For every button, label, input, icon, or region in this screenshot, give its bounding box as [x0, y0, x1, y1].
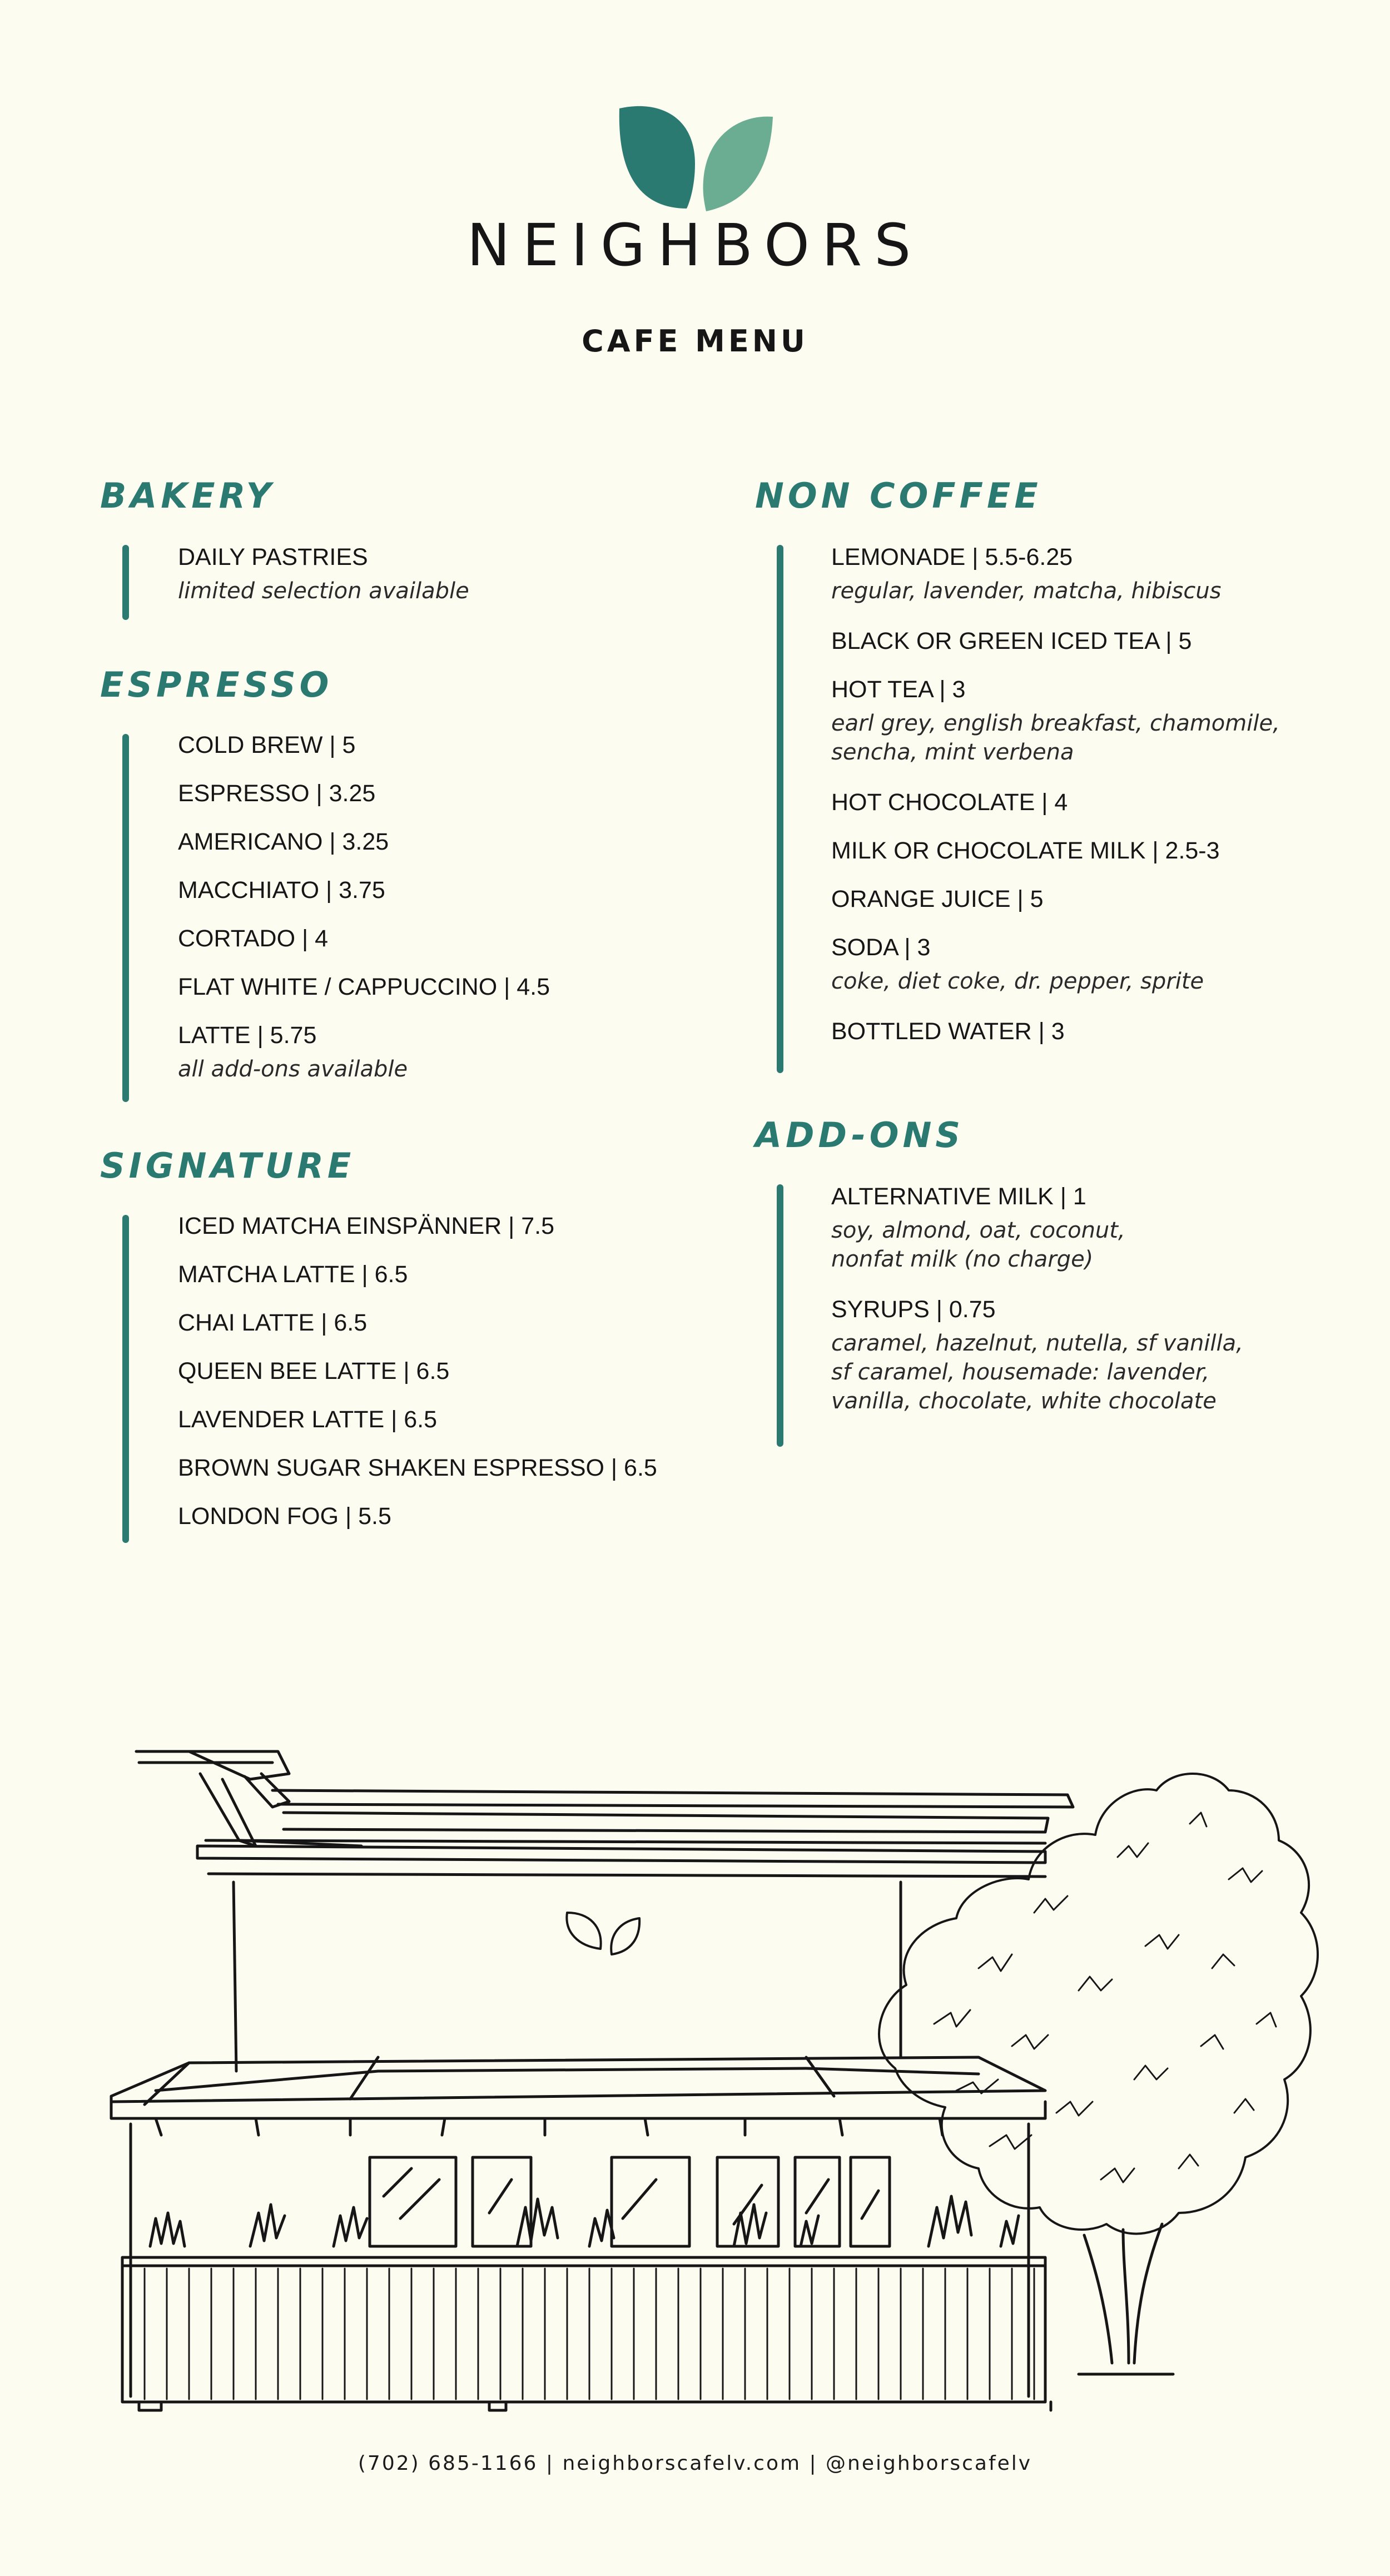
menu-item: [831, 542, 1387, 605]
item-name: ESPRESSO | 3.25: [178, 780, 376, 807]
item-name: DAILY PASTRIES: [178, 544, 368, 570]
section-accent-bar: [777, 1184, 783, 1447]
item-name: ALTERNATIVE MILK | 1: [831, 1183, 1086, 1210]
menu-item: [831, 884, 1387, 914]
section-accent-bar: [122, 734, 129, 1102]
menu-item: [178, 875, 734, 905]
item-name: COLD BREW | 5: [178, 732, 356, 758]
item-name: BOTTLED WATER | 3: [831, 1018, 1065, 1045]
item-name: FLAT WHITE / CAPPUCCINO | 4.5: [178, 974, 550, 1000]
item-name: BROWN SUGAR SHAKEN ESPRESSO | 6.5: [178, 1455, 657, 1481]
menu-item: [178, 1404, 734, 1435]
section-items-espresso: [178, 730, 734, 1104]
brand-name: NEIGHBORS: [466, 211, 924, 279]
menu-item: [178, 1020, 734, 1084]
section-items-bakery: [178, 542, 734, 626]
section-title-espresso: ESPRESSO: [100, 664, 333, 705]
item-description: coke, diet coke, dr. pepper, sprite: [831, 969, 1204, 994]
item-name: LONDON FOG | 5.5: [178, 1503, 391, 1530]
item-name: LATTE | 5.75: [178, 1022, 317, 1049]
section-accent-bar: [122, 545, 129, 620]
item-description: all add-ons available: [178, 1056, 408, 1082]
menu-item: [831, 836, 1387, 866]
item-name: MILK OR CHOCOLATE MILK | 2.5-3: [831, 837, 1220, 864]
item-name: CORTADO | 4: [178, 925, 329, 952]
section-title-add-ons: ADD-ONS: [755, 1115, 965, 1155]
menu-item: [178, 1211, 734, 1241]
item-description: earl grey, english breakfast, chamomile, sencha, mint verbena: [831, 711, 1280, 765]
menu-item: [178, 1356, 734, 1386]
item-name: SYRUPS | 0.75: [831, 1296, 996, 1323]
menu-item: [178, 1501, 734, 1531]
item-description: limited selection available: [178, 578, 469, 604]
cafe-building-illustration: [89, 1735, 1323, 2424]
menu-item: [831, 626, 1387, 656]
item-name: CHAI LATTE | 6.5: [178, 1309, 368, 1336]
item-name: MATCHA LATTE | 6.5: [178, 1261, 408, 1288]
menu-item: [178, 1259, 734, 1289]
item-name: AMERICANO | 3.25: [178, 828, 389, 855]
item-name: ORANGE JUICE | 5: [831, 886, 1044, 912]
section-title-non-coffee: NON COFFEE: [755, 475, 1042, 516]
item-description: caramel, hazelnut, nutella, sf vanilla, sf caramel, housemade: lavender, vanilla, chocolate, white chocolate: [831, 1331, 1243, 1414]
menu-item: [831, 1294, 1387, 1416]
menu-item: [831, 787, 1387, 817]
menu-item: [178, 1453, 734, 1483]
item-name: HOT TEA | 3: [831, 676, 966, 703]
section-accent-bar: [777, 545, 783, 1073]
item-name: LAVENDER LATTE | 6.5: [178, 1406, 438, 1433]
menu-item: [178, 542, 734, 605]
contact-footer: (702) 685-1166 | neighborscafelv.com | @neighborscafelv: [358, 2452, 1032, 2475]
page-subtitle: CAFE MENU: [582, 324, 808, 359]
item-name: ICED MATCHA EINSPÄNNER | 7.5: [178, 1213, 555, 1239]
item-name: BLACK OR GREEN ICED TEA | 5: [831, 628, 1192, 654]
item-name: LEMONADE | 5.5-6.25: [831, 544, 1073, 570]
item-description: soy, almond, oat, coconut, nonfat milk (no charge): [831, 1218, 1125, 1272]
section-items-add-ons: [831, 1182, 1387, 1436]
menu-item: [831, 674, 1387, 767]
menu-item: [178, 924, 734, 954]
section-title-signature: SIGNATURE: [100, 1145, 355, 1186]
item-name: QUEEN BEE LATTE | 6.5: [178, 1358, 450, 1384]
item-name: MACCHIATO | 3.75: [178, 877, 385, 904]
menu-item: [178, 972, 734, 1002]
section-accent-bar: [122, 1215, 129, 1543]
leaf-logo-icon: [612, 97, 784, 214]
menu-item: [831, 1182, 1387, 1274]
section-items-signature: [178, 1211, 734, 1550]
section-title-bakery: BAKERY: [100, 475, 275, 516]
section-items-non-coffee: [831, 542, 1387, 1065]
item-name: SODA | 3: [831, 934, 931, 961]
menu-item: [178, 1308, 734, 1338]
menu-item: [178, 730, 734, 760]
menu-item: [178, 827, 734, 857]
item-name: HOT CHOCOLATE | 4: [831, 789, 1068, 816]
menu-item: [831, 932, 1387, 996]
menu-item: [831, 1016, 1387, 1046]
menu-item: [178, 778, 734, 808]
item-description: regular, lavender, matcha, hibiscus: [831, 578, 1222, 604]
